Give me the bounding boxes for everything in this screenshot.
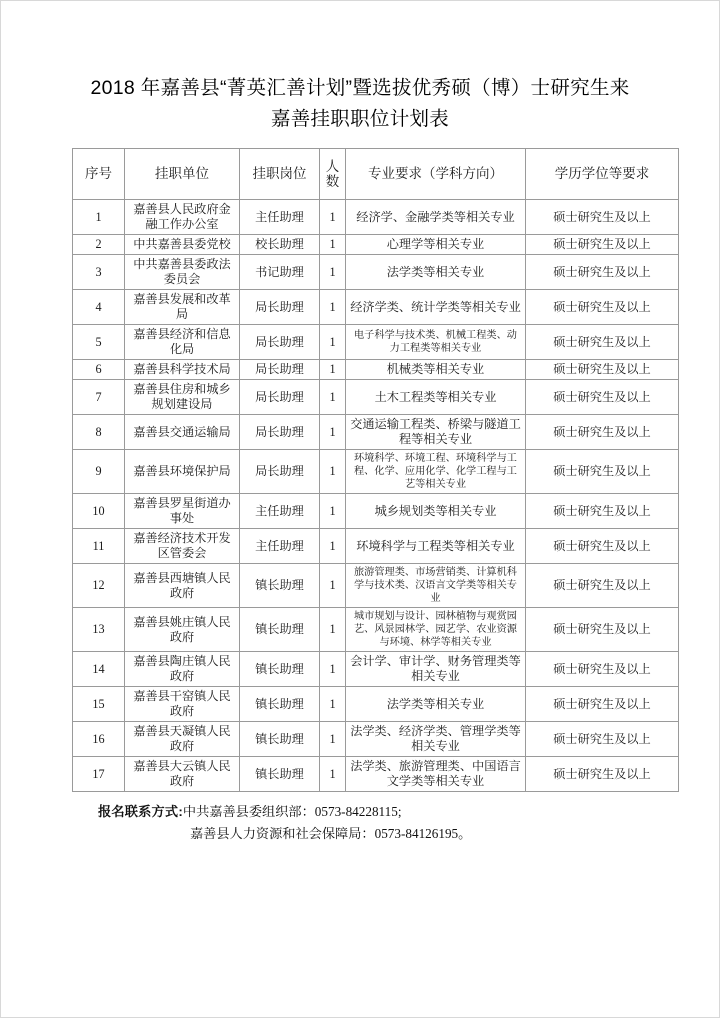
table-row [73, 380, 679, 415]
cell-education: 硕士研究生及以上 [526, 360, 679, 380]
cell-index: 10 [73, 494, 125, 529]
cell-major: 法学类等相关专业 [346, 255, 526, 290]
cell-education: 硕士研究生及以上 [526, 687, 679, 722]
cell-education: 硕士研究生及以上 [526, 200, 679, 235]
table-row [73, 494, 679, 529]
cell-post: 书记助理 [240, 255, 320, 290]
cell-unit: 嘉善县人民政府金融工作办公室 [125, 200, 240, 235]
cell-index: 3 [73, 255, 125, 290]
cell-major: 会计学、审计学、财务管理类等相关专业 [346, 652, 526, 687]
cell-major: 机械类等相关专业 [346, 360, 526, 380]
footer-line-2 [72, 823, 648, 845]
cell-unit: 中共嘉善县委党校 [125, 235, 240, 255]
cell-count: 1 [320, 290, 346, 325]
table-row [73, 290, 679, 325]
footer-contact-1: 中共嘉善县委组织部：0573-84228115; [182, 804, 402, 819]
table-row [73, 200, 679, 235]
cell-index: 7 [73, 380, 125, 415]
cell-index: 2 [73, 235, 125, 255]
cell-post: 镇长助理 [240, 722, 320, 757]
cell-index: 5 [73, 325, 125, 360]
cell-education: 硕士研究生及以上 [526, 564, 679, 608]
table-row [73, 360, 679, 380]
cell-post: 局长助理 [240, 450, 320, 494]
cell-index: 16 [73, 722, 125, 757]
cell-count: 1 [320, 529, 346, 564]
cell-major: 土木工程类等相关专业 [346, 380, 526, 415]
cell-count: 1 [320, 235, 346, 255]
cell-unit: 嘉善县住房和城乡规划建设局 [125, 380, 240, 415]
table-row [73, 255, 679, 290]
cell-unit: 嘉善经济技术开发区管委会 [125, 529, 240, 564]
cell-unit: 嘉善县罗星街道办事处 [125, 494, 240, 529]
cell-unit: 嘉善县干窑镇人民政府 [125, 687, 240, 722]
cell-major: 法学类等相关专业 [346, 687, 526, 722]
cell-unit: 嘉善县陶庄镇人民政府 [125, 652, 240, 687]
cell-major: 经济学、金融学类等相关专业 [346, 200, 526, 235]
cell-index: 11 [73, 529, 125, 564]
plan-table-wrapper [72, 148, 651, 792]
cell-education: 硕士研究生及以上 [526, 235, 679, 255]
cell-count: 1 [320, 360, 346, 380]
table-row [73, 235, 679, 255]
cell-major: 法学类、旅游管理类、中国语言文学类等相关专业 [346, 757, 526, 792]
footer-contact [72, 801, 648, 845]
cell-count: 1 [320, 325, 346, 360]
cell-major: 旅游管理类、市场营销类、计算机科学与技术类、汉语言文学类等相关专业 [346, 564, 526, 608]
cell-post: 镇长助理 [240, 652, 320, 687]
cell-education: 硕士研究生及以上 [526, 529, 679, 564]
cell-count: 1 [320, 380, 346, 415]
footer-line-1 [72, 801, 648, 823]
cell-post: 镇长助理 [240, 757, 320, 792]
cell-count: 1 [320, 450, 346, 494]
cell-post: 局长助理 [240, 380, 320, 415]
cell-index: 13 [73, 608, 125, 652]
cell-index: 6 [73, 360, 125, 380]
cell-unit: 嘉善县经济和信息化局 [125, 325, 240, 360]
cell-education: 硕士研究生及以上 [526, 652, 679, 687]
cell-count: 1 [320, 757, 346, 792]
cell-post: 镇长助理 [240, 687, 320, 722]
cell-major: 城市规划与设计、园林植物与观赏园艺、风景园林学、园艺学、农业资源与环境、林学等相关专业 [346, 608, 526, 652]
column-header-education: 学历学位等要求 [526, 149, 679, 200]
cell-index: 1 [73, 200, 125, 235]
cell-education: 硕士研究生及以上 [526, 757, 679, 792]
cell-major: 环境科学、环境工程、环境科学与工程、化学、应用化学、化学工程与工艺等相关专业 [346, 450, 526, 494]
table-row [73, 529, 679, 564]
cell-major: 电子科学与技术类、机械工程类、动力工程类等相关专业 [346, 325, 526, 360]
cell-unit: 中共嘉善县委政法委员会 [125, 255, 240, 290]
cell-index: 15 [73, 687, 125, 722]
table-row [73, 722, 679, 757]
cell-count: 1 [320, 494, 346, 529]
cell-post: 镇长助理 [240, 564, 320, 608]
table-row [73, 564, 679, 608]
cell-index: 14 [73, 652, 125, 687]
cell-education: 硕士研究生及以上 [526, 722, 679, 757]
cell-unit: 嘉善县环境保护局 [125, 450, 240, 494]
column-header-index: 序号 [73, 149, 125, 200]
footer-contact-2: 嘉善县人力资源和社会保障局：0573-84126195。 [190, 826, 472, 841]
job-plan-table [72, 148, 679, 792]
column-header-count [320, 149, 346, 200]
cell-count: 1 [320, 687, 346, 722]
column-header-count-char2: 数 [325, 174, 340, 189]
cell-post: 局长助理 [240, 360, 320, 380]
cell-unit: 嘉善县交通运输局 [125, 415, 240, 450]
table-row [73, 325, 679, 360]
cell-count: 1 [320, 722, 346, 757]
column-header-post: 挂职岗位 [240, 149, 320, 200]
cell-count: 1 [320, 200, 346, 235]
cell-post: 主任助理 [240, 529, 320, 564]
cell-education: 硕士研究生及以上 [526, 494, 679, 529]
cell-count: 1 [320, 415, 346, 450]
cell-post: 主任助理 [240, 494, 320, 529]
table-row [73, 608, 679, 652]
table-header [73, 149, 679, 200]
cell-education: 硕士研究生及以上 [526, 380, 679, 415]
cell-major: 法学类、经济学类、管理学类等相关专业 [346, 722, 526, 757]
cell-count: 1 [320, 608, 346, 652]
cell-post: 局长助理 [240, 415, 320, 450]
cell-major: 环境科学与工程类等相关专业 [346, 529, 526, 564]
table-body [73, 200, 679, 792]
cell-post: 镇长助理 [240, 608, 320, 652]
cell-education: 硕士研究生及以上 [526, 450, 679, 494]
cell-major: 经济学类、统计学类等相关专业 [346, 290, 526, 325]
table-row [73, 415, 679, 450]
cell-index: 17 [73, 757, 125, 792]
cell-education: 硕士研究生及以上 [526, 415, 679, 450]
cell-major: 心理学等相关专业 [346, 235, 526, 255]
cell-count: 1 [320, 652, 346, 687]
table-row [73, 757, 679, 792]
cell-major: 交通运输工程类、桥梁与隧道工程等相关专业 [346, 415, 526, 450]
footer-label: 报名联系方式: [98, 804, 183, 819]
cell-count: 1 [320, 564, 346, 608]
page-title-line2: 嘉善挂职职位计划表 [270, 108, 450, 130]
cell-unit: 嘉善县天凝镇人民政府 [125, 722, 240, 757]
cell-unit: 嘉善县发展和改革局 [125, 290, 240, 325]
cell-unit: 嘉善县科学技术局 [125, 360, 240, 380]
cell-education: 硕士研究生及以上 [526, 325, 679, 360]
cell-post: 局长助理 [240, 290, 320, 325]
cell-major: 城乡规划类等相关专业 [346, 494, 526, 529]
cell-post: 校长助理 [240, 235, 320, 255]
cell-post: 主任助理 [240, 200, 320, 235]
page-title [60, 1, 660, 135]
page-title-line1: 2018 年嘉善县“菁英汇善计划”暨选拔优秀硕（博）士研究生来 [90, 77, 630, 99]
column-header-count-char1: 人 [325, 159, 340, 174]
cell-post: 局长助理 [240, 325, 320, 360]
cell-education: 硕士研究生及以上 [526, 290, 679, 325]
cell-index: 12 [73, 564, 125, 608]
table-row [73, 652, 679, 687]
table-row [73, 687, 679, 722]
column-header-unit: 挂职单位 [125, 149, 240, 200]
cell-count: 1 [320, 255, 346, 290]
table-header-row [73, 149, 679, 200]
cell-index: 4 [73, 290, 125, 325]
column-header-major: 专业要求（学科方向） [346, 149, 526, 200]
table-row [73, 450, 679, 494]
cell-index: 8 [73, 415, 125, 450]
cell-unit: 嘉善县大云镇人民政府 [125, 757, 240, 792]
cell-unit: 嘉善县西塘镇人民政府 [125, 564, 240, 608]
cell-education: 硕士研究生及以上 [526, 255, 679, 290]
cell-unit: 嘉善县姚庄镇人民政府 [125, 608, 240, 652]
cell-index: 9 [73, 450, 125, 494]
cell-education: 硕士研究生及以上 [526, 608, 679, 652]
